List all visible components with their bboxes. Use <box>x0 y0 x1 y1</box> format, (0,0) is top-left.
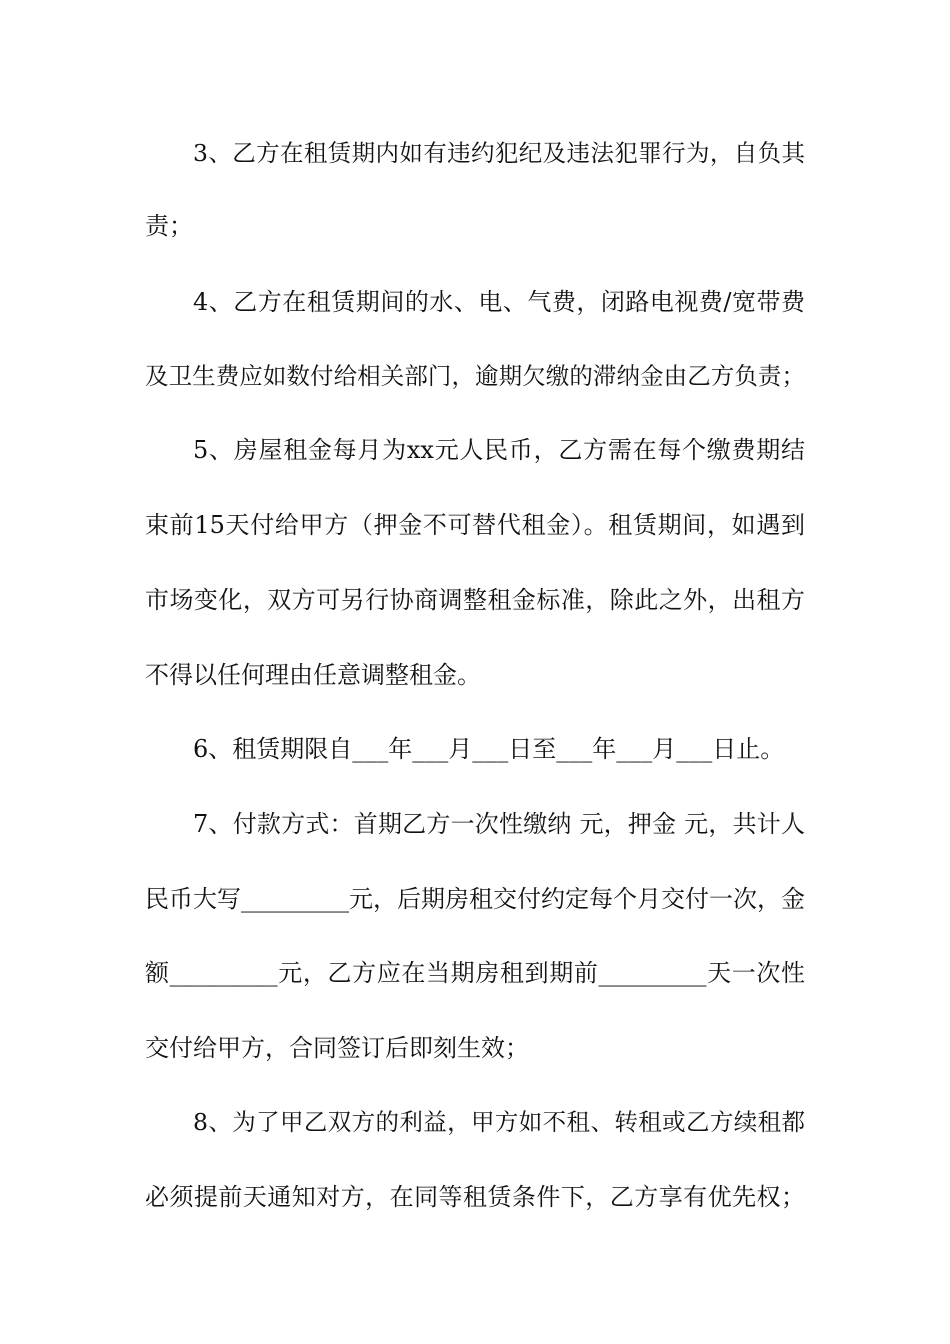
text-line: 必须提前天通知对方，在同等租赁条件下，乙方享有优先权； <box>145 1183 805 1211</box>
text-line: 不得以任何理由任意调整租金。 <box>145 661 481 689</box>
text-line: 8、为了甲乙双方的利益，甲方如不租、转租或乙方续租都 <box>193 1108 805 1136</box>
text-line: 市场变化，双方可另行协商调整租金标准，除此之外，出租方 <box>145 586 805 614</box>
text-line: 3、乙方在租赁期内如有违约犯纪及违法犯罪行为，自负其 <box>193 139 805 167</box>
text-line: 及卫生费应如数付给相关部门，逾期欠缴的滞纳金由乙方负责； <box>145 362 805 390</box>
text-line: 交付给甲方，合同签订后即刻生效； <box>145 1034 529 1062</box>
text-line: 4、乙方在租赁期间的水、电、气费，闭路电视费/宽带费 <box>193 288 805 316</box>
text-line: 民币大写_________元，后期房租交付约定每个月交付一次，金 <box>145 885 805 913</box>
text-line: 额_________元，乙方应在当期房租到期前_________天一次性 <box>145 959 805 987</box>
text-line: 束前15天付给甲方（押金不可替代租金）。租赁期间，如遇到 <box>145 511 805 539</box>
text-line: 5、房屋租金每月为xx元人民币，乙方需在每个缴费期结 <box>193 436 805 464</box>
text-line: 6、租赁期限自___年___月___日至___年___月___日止。 <box>193 735 785 763</box>
text-line: 责； <box>145 212 193 240</box>
text-line: 7、付款方式：首期乙方一次性缴纳 元，押金 元，共计人 <box>193 810 805 838</box>
